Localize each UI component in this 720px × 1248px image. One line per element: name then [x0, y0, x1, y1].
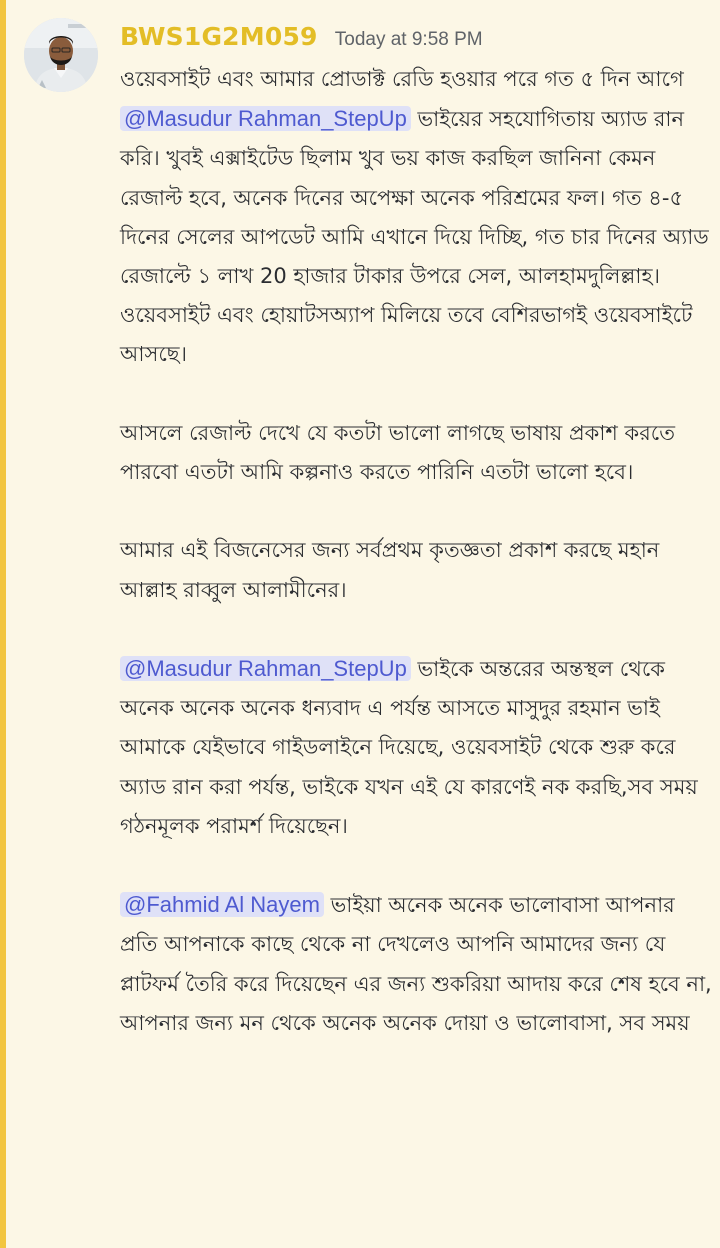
message-content — [120, 60, 718, 1043]
message-header — [120, 22, 483, 62]
user-avatar-icon — [24, 18, 98, 92]
message-highlight-bar — [0, 0, 6, 1248]
timestamp[interactable]: Today at 9:58 PM — [334, 29, 483, 50]
paragraph-gap — [120, 846, 718, 885]
mention-masudur[interactable]: @Masudur Rahman_StepUp — [120, 106, 411, 131]
paragraph-text: ওয়েবসাইট এবং আমার প্রোডাক্ট রেডি হওয়ার পরে গত ৫ দিন আগে — [120, 67, 684, 91]
paragraph-1 — [120, 60, 718, 296]
paragraph-4: আমার এই বিজনেসের জন্য সর্বপ্রথম কৃতজ্ঞতা প্রকাশ করছে মহান আল্লাহ রাব্বুল আলামীনের। — [120, 538, 660, 602]
paragraph-text: ভাইকে অন্তরের অন্তস্থল থেকে অনেক অনেক অনেক ধন্যবাদ এ পর্যন্ত আসতে মাসুদুর রহমান ভাই আমাকে যেইভাবে গাইডলাইনে দিয়েছে, ওয়েবসাইট থেকে শুরু করে অ্যাড রান করা পর্যন্ত, ভাইকে যখন এই যে কারণেই নক করছি,সব সময় গঠনমূলক পরামর্শ দিয়েছেন। — [120, 657, 698, 838]
paragraph-5 — [120, 649, 718, 846]
paragraph-text: ভাইয়ের সহযোগিতায় অ্যাড রান করি। খুবই এক্সাইটেড ছিলাম খুব ভয় কাজ করছিল জানিনা কেমন রেজাল্ট হবে, অনেক দিনের অপেক্ষা অনেক পরিশ্রমের ফল। গত ৪-৫ দিনের সেলের আপডেট আমি এখানে দিয়ে দিচ্ছি, গত চার দিনের অ্যাড রেজাল্টে ১ লাখ 20 হাজার টাকার উপরে সেল, আলহামদুলিল্লাহ। — [120, 107, 709, 289]
paragraph-gap — [120, 610, 718, 649]
paragraph-gap — [120, 492, 718, 531]
avatar[interactable] — [24, 18, 98, 92]
paragraph-2: ওয়েবসাইট এবং হোয়াটসঅ্যাপ মিলিয়ে তবে বেশিরভাগই ওয়েবসাইটে আসছে। — [120, 303, 693, 367]
paragraph-6 — [120, 885, 718, 1043]
mention-masudur[interactable]: @Masudur Rahman_StepUp — [120, 656, 411, 681]
paragraph-gap — [120, 375, 718, 414]
paragraph-text: ভাইয়া অনেক অনেক ভালোবাসা আপনার প্রতি আপনাকে কাছে থেকে না দেখলেও আপনি আমাদের জন্য যে প্লাটফর্ম তৈরি করে দিয়েছেন এর জন্য শুকরিয়া আদায় করে শেষ হবে না, আপনার জন্য মন থেকে অনেক অনেক দোয়া ও ভালোবাসা, সব সময় — [120, 893, 712, 1035]
username[interactable]: BWS1G2M059 — [120, 22, 318, 51]
mention-fahmid[interactable]: @Fahmid Al Nayem — [120, 892, 324, 917]
paragraph-3: আসলে রেজাল্ট দেখে যে কতটা ভালো লাগছে ভাষায় প্রকাশ করতে পারবো এতটা আমি কল্পনাও করতে পারিনি এতটা ভালো হবে। — [120, 420, 675, 485]
